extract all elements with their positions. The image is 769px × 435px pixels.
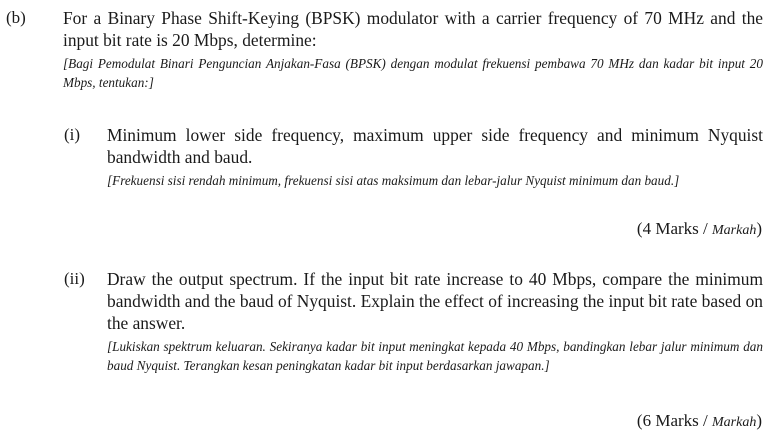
part-i-label: (i) <box>64 125 81 144</box>
part-ii-english: Draw the output spectrum. If the input bit rate increase to 40 Mbps, compare the minimum bandwidth and the baud of Nyquist. Explain the effect of increasing the input bit rate based on the answer. <box>107 269 763 333</box>
question-stem-english: For a Binary Phase Shift-Keying (BPSK) modulator with a carrier frequency of 70 MHz and the input bit rate is 20 Mbps, determine: <box>63 8 763 50</box>
question-stem-malay: [Bagi Pemodulat Binari Penguncian Anjakan-Fasa (BPSK) dengan modulat frekuensi pembawa 70 MHz dan kadar bit input 20 Mbps, tentukan:] <box>63 56 763 90</box>
part-i-marks-english: (4 Marks / <box>636 219 708 238</box>
part-i-malay: [Frekuensi sisi rendah minimum, frekuensi sisi atas maksimum dan lebar-jalur Nyquist minimum dan baud.] <box>107 173 680 188</box>
part-i-english: Minimum lower side frequency, maximum upper side frequency and minimum Nyquist bandwidth and baud. <box>107 125 763 167</box>
part-i-marks-malay: Markah <box>712 223 757 238</box>
part-i-text <box>107 124 763 190</box>
part-i-marks-close: ) <box>756 219 762 238</box>
part-ii-marks <box>637 410 762 434</box>
question-stem <box>63 7 763 92</box>
part-ii-malay: [Lukiskan spektrum keluaran. Sekiranya kadar bit input meningkat kepada 40 Mbps, bandingkan lebar jalur minimum dan baud Nyquist. Terangkan kesan peningkatan kadar bit input berdasarkan jawapan.] <box>107 339 763 373</box>
question-label: (b) <box>6 8 26 27</box>
part-i-marks <box>637 218 762 242</box>
part-ii-marks-close: ) <box>756 411 762 430</box>
part-ii-text <box>107 268 763 375</box>
part-ii-marks-malay: Markah <box>712 415 757 430</box>
part-ii-label: (ii) <box>64 269 85 288</box>
part-ii-marks-english: (6 Marks / <box>636 411 708 430</box>
